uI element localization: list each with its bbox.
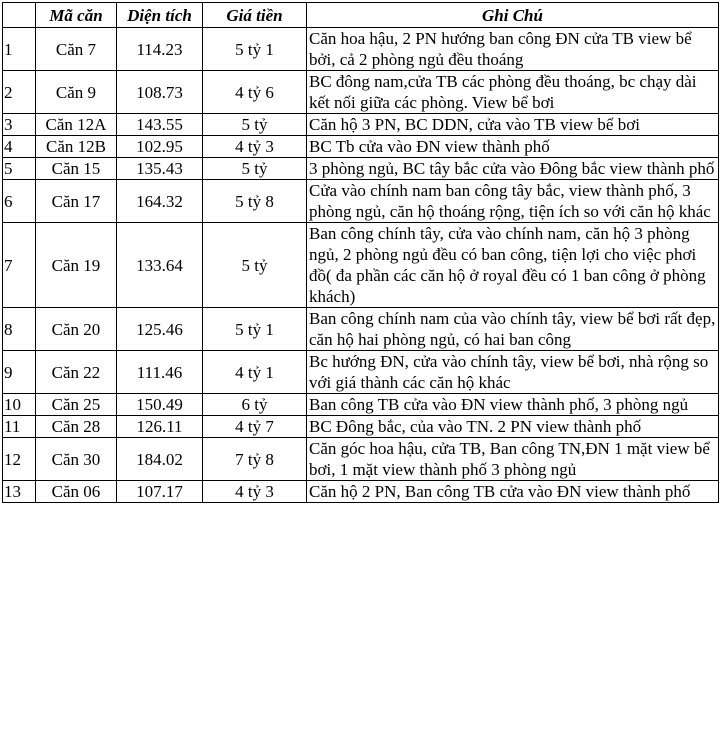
header-area: Diện tích [117, 3, 203, 28]
unit-code: Căn 28 [36, 416, 117, 438]
table-row [3, 158, 719, 180]
price-value: 4 tỷ 7 [203, 416, 307, 438]
price-value: 4 tỷ 1 [203, 351, 307, 394]
note-text: BC đông nam,cửa TB các phòng đều thoáng, bc chạy dài kết nối giữa các phòng. View bể bơi [307, 71, 719, 114]
row-number: 3 [3, 114, 36, 136]
table-row [3, 351, 719, 394]
unit-code: Căn 30 [36, 438, 117, 481]
unit-code: Căn 25 [36, 394, 117, 416]
table-row [3, 438, 719, 481]
row-number: 11 [3, 416, 36, 438]
table-row [3, 308, 719, 351]
price-value: 5 tỷ [203, 114, 307, 136]
row-number: 13 [3, 481, 36, 503]
note-text: Ban công TB cửa vào ĐN view thành phố, 3 phòng ngủ [307, 394, 719, 416]
price-value: 5 tỷ 8 [203, 180, 307, 223]
table-row [3, 28, 719, 71]
unit-code: Căn 15 [36, 158, 117, 180]
unit-code: Căn 06 [36, 481, 117, 503]
price-value: 4 tỷ 3 [203, 481, 307, 503]
table-row [3, 416, 719, 438]
price-value: 5 tỷ 1 [203, 28, 307, 71]
table-row [3, 394, 719, 416]
unit-code: Căn 20 [36, 308, 117, 351]
header-note: Ghi Chú [307, 3, 719, 28]
unit-code: Căn 9 [36, 71, 117, 114]
table-row [3, 223, 719, 308]
row-number: 5 [3, 158, 36, 180]
price-value: 7 tỷ 8 [203, 438, 307, 481]
row-number: 9 [3, 351, 36, 394]
area-value: 107.17 [117, 481, 203, 503]
row-number: 8 [3, 308, 36, 351]
area-value: 111.46 [117, 351, 203, 394]
row-number: 2 [3, 71, 36, 114]
price-value: 6 tỷ [203, 394, 307, 416]
note-text: BC Tb cửa vào ĐN view thành phố [307, 136, 719, 158]
price-value: 5 tỷ [203, 158, 307, 180]
price-value: 4 tỷ 6 [203, 71, 307, 114]
table-row [3, 114, 719, 136]
note-text: BC Đông bắc, của vào TN. 2 PN view thành phố [307, 416, 719, 438]
area-value: 164.32 [117, 180, 203, 223]
unit-code: Căn 7 [36, 28, 117, 71]
area-value: 133.64 [117, 223, 203, 308]
table-row [3, 481, 719, 503]
area-value: 184.02 [117, 438, 203, 481]
note-text: Ban công chính nam của vào chính tây, view bể bơi rất đẹp, căn hộ hai phòng ngủ, có hai ban công [307, 308, 719, 351]
note-text: 3 phòng ngủ, BC tây bắc cửa vào Đông bắc view thành phố [307, 158, 719, 180]
note-text: Cửa vào chính nam ban công tây bắc, view thành phố, 3 phòng ngủ, căn hộ thoáng rộng, tiện ích so với căn hộ khác [307, 180, 719, 223]
unit-code: Căn 22 [36, 351, 117, 394]
row-number: 4 [3, 136, 36, 158]
table-row [3, 71, 719, 114]
price-value: 4 tỷ 3 [203, 136, 307, 158]
table-body [3, 28, 719, 503]
table-row [3, 180, 719, 223]
header-index [3, 3, 36, 28]
price-value: 5 tỷ [203, 223, 307, 308]
note-text: Bc hướng ĐN, cửa vào chính tây, view bể bơi, nhà rộng so với giá thành các căn hộ khác [307, 351, 719, 394]
note-text: Căn hộ 2 PN, Ban công TB cửa vào ĐN view thành phố [307, 481, 719, 503]
row-number: 1 [3, 28, 36, 71]
area-value: 125.46 [117, 308, 203, 351]
header-price: Giá tiền [203, 3, 307, 28]
row-number: 10 [3, 394, 36, 416]
header-row [3, 3, 719, 28]
unit-code: Căn 17 [36, 180, 117, 223]
area-value: 135.43 [117, 158, 203, 180]
header-unit: Mã căn [36, 3, 117, 28]
area-value: 150.49 [117, 394, 203, 416]
area-value: 126.11 [117, 416, 203, 438]
row-number: 7 [3, 223, 36, 308]
note-text: Căn hộ 3 PN, BC DDN, cửa vào TB view bể bơi [307, 114, 719, 136]
note-text: Căn hoa hậu, 2 PN hướng ban công ĐN cửa TB view bể bởi, cả 2 phòng ngủ đều thoáng [307, 28, 719, 71]
area-value: 102.95 [117, 136, 203, 158]
unit-code: Căn 19 [36, 223, 117, 308]
unit-code: Căn 12B [36, 136, 117, 158]
note-text: Căn góc hoa hậu, cửa TB, Ban công TN,ĐN 1 mặt view bể bơi, 1 mặt view thành phố 3 phòng ngủ [307, 438, 719, 481]
note-text: Ban công chính tây, cửa vào chính nam, căn hộ 3 phòng ngủ, 2 phòng ngủ đều có ban công, tiện lợi cho việc phơi đồ( đa phần các căn hộ ở royal đều có 1 ban công ở phòng khách) [307, 223, 719, 308]
unit-code: Căn 12A [36, 114, 117, 136]
area-value: 143.55 [117, 114, 203, 136]
price-value: 5 tỷ 1 [203, 308, 307, 351]
area-value: 108.73 [117, 71, 203, 114]
row-number: 6 [3, 180, 36, 223]
row-number: 12 [3, 438, 36, 481]
apartment-table [2, 2, 719, 503]
area-value: 114.23 [117, 28, 203, 71]
table-row [3, 136, 719, 158]
